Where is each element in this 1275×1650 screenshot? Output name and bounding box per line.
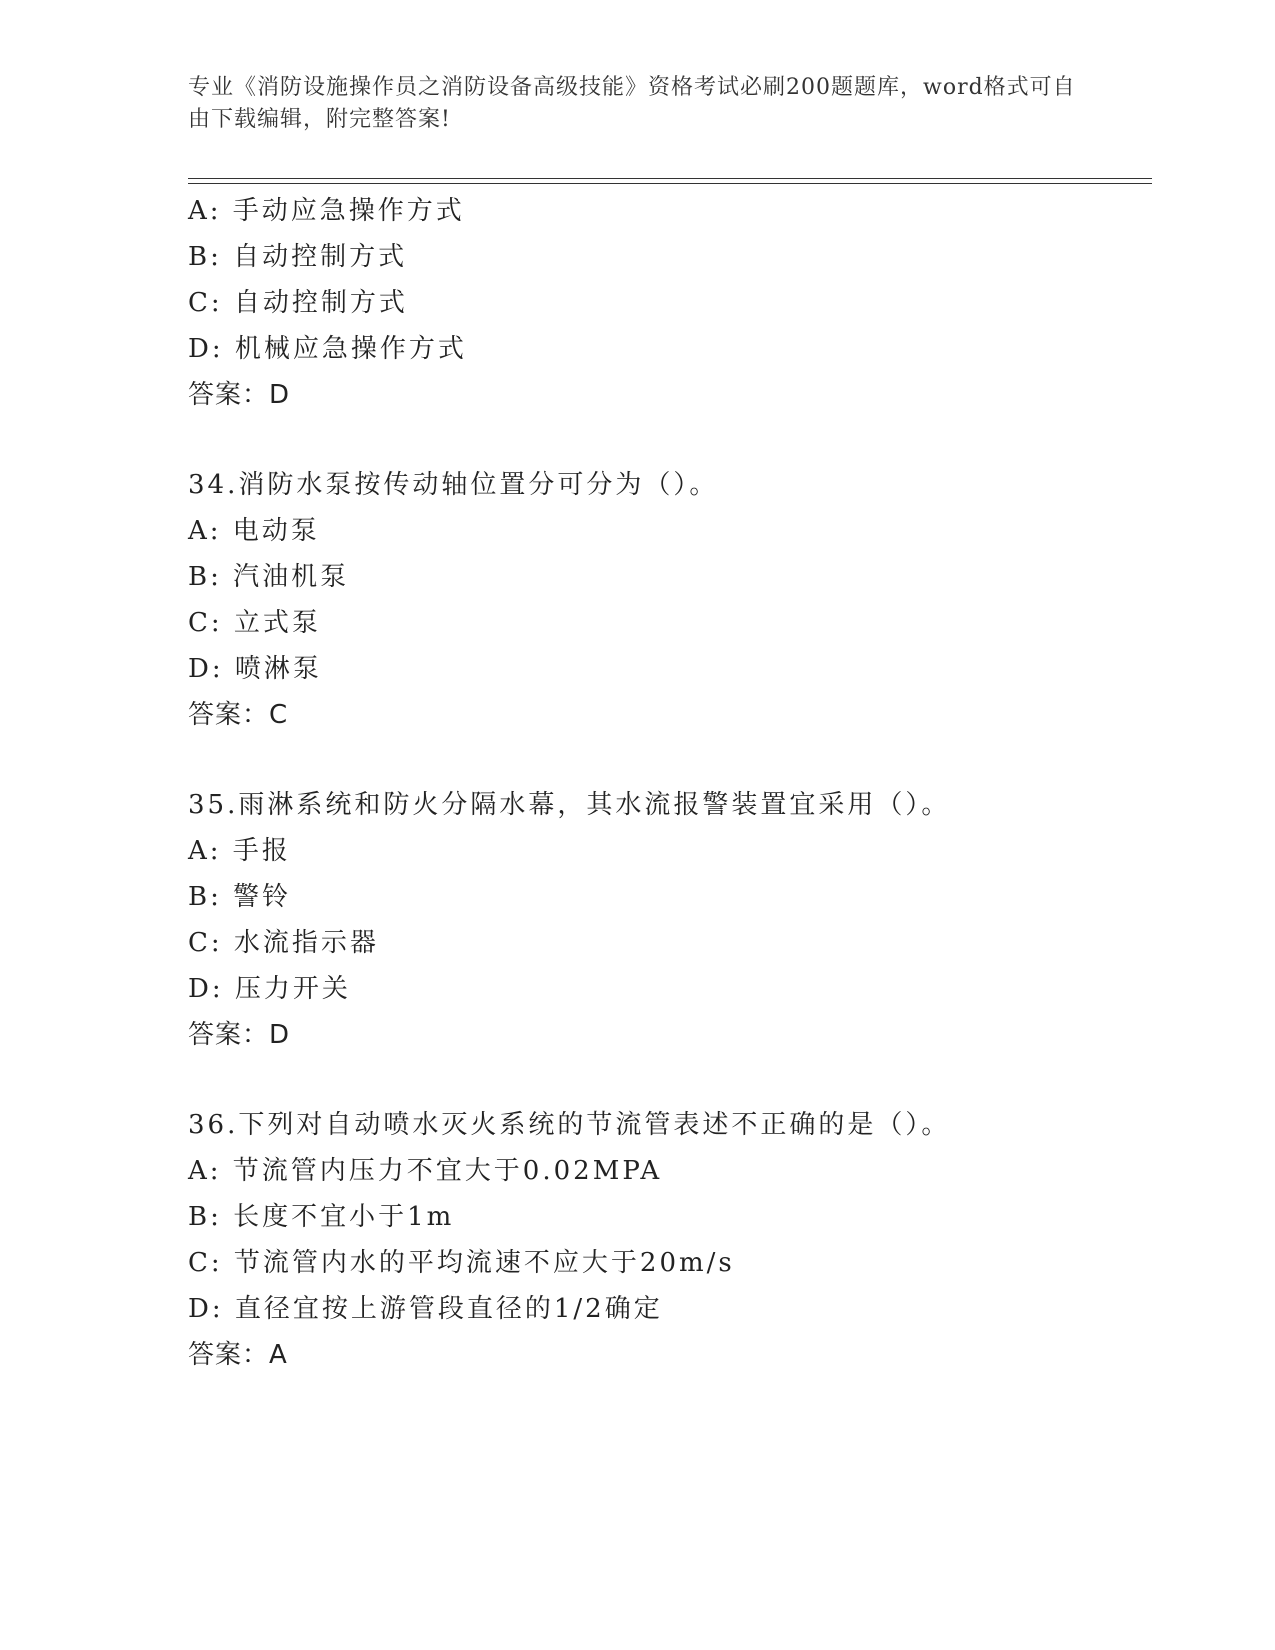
option-b: B: 警铃 — [188, 882, 292, 912]
option-b: B: 长度不宜小于1m — [188, 1202, 455, 1232]
option-b: B: 自动控制方式 — [188, 242, 408, 272]
document-header: 专业《消防设施操作员之消防设备高级技能》资格考试必刷200题题库，word格式可自由下载编辑，附完整答案! — [188, 75, 1076, 132]
question-block-36 — [188, 1102, 1148, 1378]
spacer — [188, 1058, 1148, 1102]
spacer — [188, 418, 1148, 462]
question-list — [188, 188, 1148, 1378]
option-b: B: 汽油机泵 — [188, 562, 350, 592]
question-block-35 — [188, 782, 1148, 1058]
option-a: A: 手报 — [188, 836, 291, 866]
header-divider-bottom — [188, 183, 1152, 184]
option-a: A: 手动应急操作方式 — [188, 196, 465, 226]
question-stem: 34.消防水泵按传动轴位置分可分为（）。 — [188, 470, 719, 500]
option-d: D: 直径宜按上游管段直径的1/2确定 — [188, 1294, 663, 1324]
question-block-33 — [188, 188, 1148, 418]
option-c: C: 节流管内水的平均流速不应大于20m/s — [188, 1248, 735, 1278]
option-d: D: 压力开关 — [188, 974, 351, 1004]
spacer — [188, 738, 1148, 782]
option-a: A: 节流管内压力不宜大于0.02MPA — [188, 1156, 663, 1186]
question-stem: 35.雨淋系统和防火分隔水幕，其水流报警装置宜采用（）。 — [188, 790, 951, 820]
answer-line: 答案：A — [188, 1340, 288, 1370]
answer-line: 答案：C — [188, 700, 289, 730]
option-c: C: 自动控制方式 — [188, 288, 408, 318]
option-d: D: 机械应急操作方式 — [188, 334, 467, 364]
answer-line: 答案：D — [188, 1020, 291, 1050]
question-stem: 36.下列对自动喷水灭火系统的节流管表述不正确的是（）。 — [188, 1110, 951, 1140]
option-a: A: 电动泵 — [188, 516, 320, 546]
question-block-34 — [188, 462, 1148, 738]
option-c: C: 立式泵 — [188, 608, 321, 638]
option-c: C: 水流指示器 — [188, 928, 379, 958]
option-d: D: 喷淋泵 — [188, 654, 322, 684]
answer-line: 答案：D — [188, 380, 291, 410]
header-divider-top — [188, 178, 1152, 179]
